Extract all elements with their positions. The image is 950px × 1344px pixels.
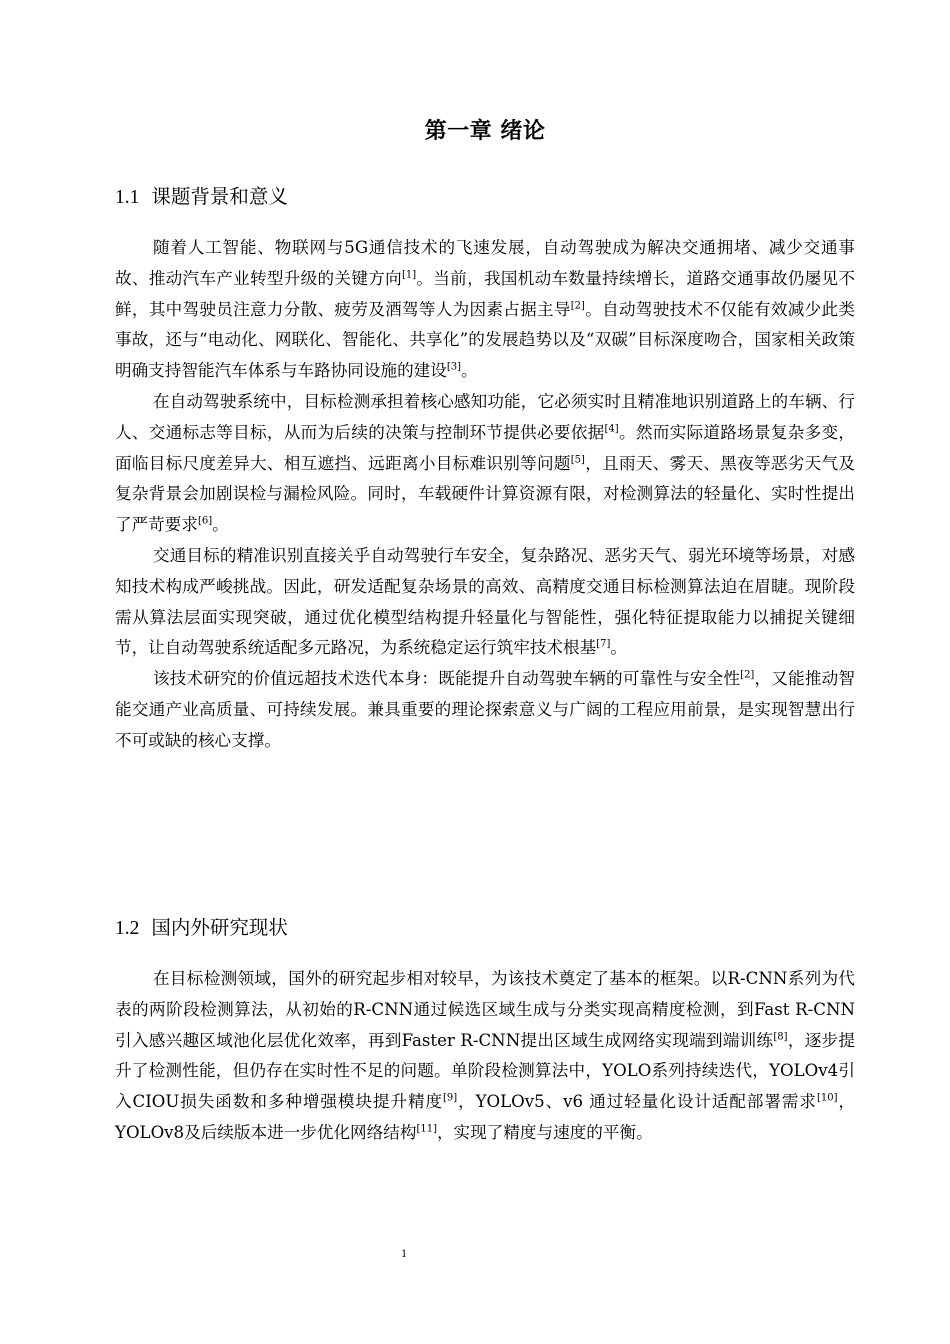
paragraph-text: 。 (461, 361, 478, 381)
section-1-1-body (115, 233, 855, 757)
section-title: 课题背景和意义 (151, 185, 288, 208)
paragraph-text: ，且雨天、雾天、黑夜等恶劣天气及复杂背景会加剧误检与漏检风险。同时，车载硬件计算资源有限，对检测算法的轻量化、实时性提出了严苛要求 (115, 453, 856, 535)
section-heading-1-1 (115, 181, 288, 209)
paragraph-text: 该技术研究的价值远超技术迭代本身：既能提升自动驾驶车辆的可靠性与安全性 (153, 669, 741, 689)
paragraph-text: 。 (610, 638, 627, 658)
section-1-2-body (115, 964, 855, 1149)
citation-ref: [3] (446, 361, 462, 373)
body-paragraph (115, 233, 855, 387)
citation-ref: [10] (816, 1092, 838, 1104)
citation-ref: [8] (773, 1031, 788, 1043)
citation-ref: [5] (570, 454, 585, 466)
paragraph-text: 。当前，我国机动车数量持续增长，道路交通事故仍屡见不鲜，其中驾驶员注意力分散、疲劳及酒驾等人为因素占据主导 (115, 268, 856, 319)
citation-ref: [6] (197, 515, 213, 527)
paragraph-text: 。自动驾驶技术不仅能有效减少此类事故，还与“电动化、网联化、智能化、共享化”的发展趋势以及“双碳”目标深度吻合，国家相关政策明确支持智能汽车体系与车路协同设施的建设 (115, 299, 856, 381)
body-paragraph (115, 964, 855, 1149)
body-paragraph (115, 664, 855, 756)
section-title: 国内外研究现状 (151, 916, 288, 939)
section-heading-1-2 (115, 912, 288, 940)
paragraph-text: ，YOLOv8及后续版本进一步优化网络结构 (115, 1092, 855, 1142)
paragraph-text: 。 (212, 515, 229, 535)
citation-ref: [4] (604, 423, 619, 435)
citation-ref: [2] (740, 669, 755, 681)
citation-ref: [9] (442, 1092, 458, 1104)
page-number: 1 (401, 1246, 407, 1260)
body-paragraph (115, 541, 855, 664)
paragraph-text: 在自动驾驶系统中，目标检测承担着核心感知功能，它必须实时且精准地识别道路上的车辆、行人、交通标志等目标，从而为后续的决策与控制环节提供必要依据 (115, 391, 855, 442)
chapter-title: 第一章 绪论 (424, 119, 546, 144)
citation-ref: [1] (401, 269, 417, 281)
section-number: 1.1 (115, 187, 140, 208)
citation-ref: [7] (596, 638, 611, 650)
paragraph-text: 随着人工智能、物联网与5G通信技术的飞速发展，自动驾驶成为解决交通拥堵、减少交通事故、推动汽车产业转型升级的关键方向 (115, 238, 855, 288)
citation-ref: [2] (570, 300, 585, 312)
paragraph-text: 在目标检测领域，国外的研究起步相对较早，为该技术奠定了基本的框架。以R-CNN系列为代表的两阶段检测算法，从初始的R-CNN通过候选区域生成与分类实现高精度检测，到Fast R-CNN引入感兴趣区域池化层优化效率，再到Faster R-CNN提出区域生成网络实现端到端训练 (115, 969, 855, 1050)
paragraph-text: ，YOLOv5、v6 通过轻量化设计适配部署需求 (457, 1092, 817, 1112)
paragraph-text: ，实现了精度与速度的平衡。 (436, 1122, 653, 1142)
body-paragraph (115, 387, 855, 541)
paragraph-text: 交通目标的精准识别直接关乎自动驾驶行车安全，复杂路况、恶劣天气、弱光环境等场景，对感知技术构成严峻挑战。因此，研发适配复杂场景的高效、高精度交通目标检测算法迫在眉睫。现阶段需从算法层面实现突破，通过优化模型结构提升轻量化与智能性，强化特征提取能力以捕捉关键细节，让自动驾驶系统适配多元路况，为系统稳定运行筑牢技术根基 (115, 545, 855, 658)
section-number: 1.2 (115, 918, 140, 939)
paragraph-text: ，又能推动智能交通产业高质量、可持续发展。兼具重要的理论探索意义与广阔的工程应用前景，是实现智慧出行不可或缺的核心支撑。 (115, 669, 856, 750)
citation-ref: [11] (416, 1123, 437, 1135)
paragraph-text: ，逐步提升了检测性能，但仍存在实时性不足的问题。单阶段检测算法中，YOLO系列持续迭代，YOLOv4引入CIOU损失函数和多种增强模块提升精度 (115, 1030, 856, 1112)
paragraph-text: 。然而实际道路场景复杂多变，面临目标尺度差异大、相互遮挡、远距离小目标难识别等问题 (115, 422, 856, 473)
